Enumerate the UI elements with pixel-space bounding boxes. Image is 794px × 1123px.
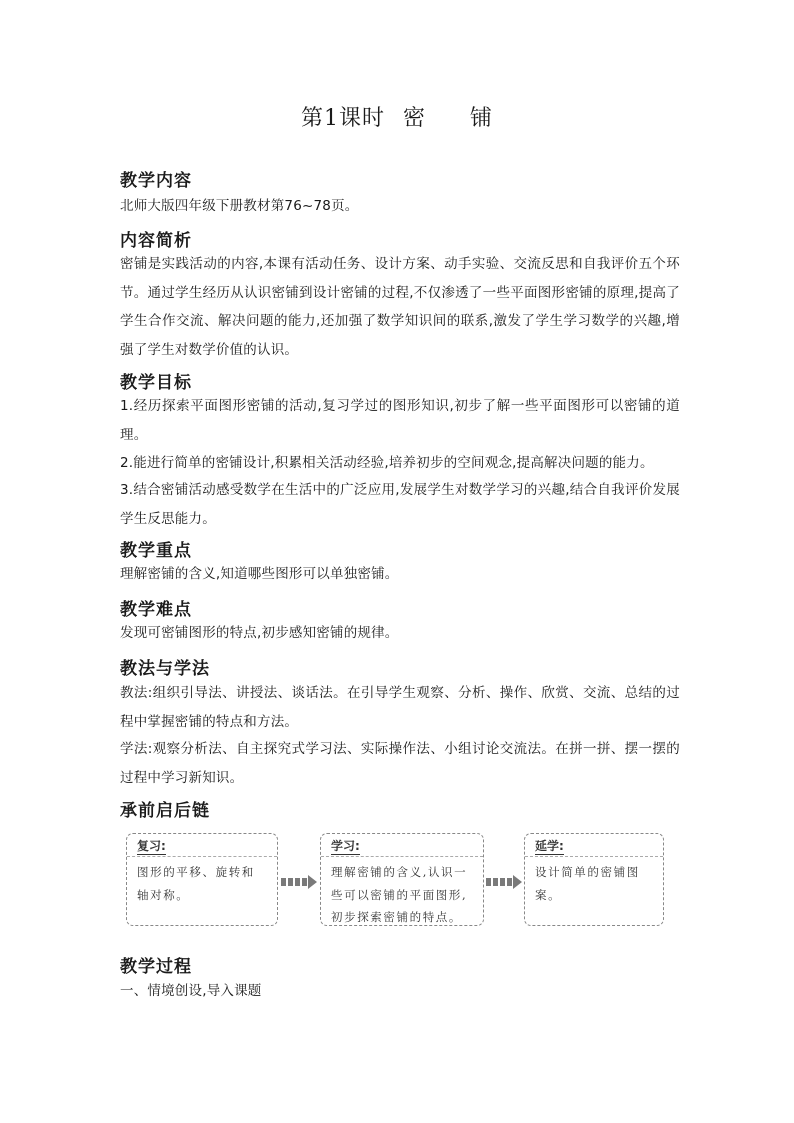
- page-title: [0, 101, 794, 132]
- chain-box-review: [126, 833, 278, 926]
- chain-box-extend: [524, 833, 664, 926]
- objective-item-2: 2.能进行简单的密铺设计,积累相关活动经验,培养初步的空间观念,提高解决问题的能力。: [120, 455, 654, 471]
- objective-item-3: 3.结合密铺活动感受数学在生活中的广泛应用,发展学生对数学学习的兴趣,结合自我评价发展学生反思能力。: [120, 482, 680, 527]
- heading-chain: 承前启后链: [120, 801, 210, 821]
- objective-item-1: 1.经历探索平面图形密铺的活动,复习学过的图形知识,初步了解一些平面图形可以密铺的道理。: [120, 398, 680, 443]
- arrow-right-icon: [486, 875, 522, 889]
- title-char-2: 铺: [470, 106, 494, 131]
- heading-methods: 教法与学法: [120, 659, 210, 679]
- title-char-1: 密: [402, 106, 426, 131]
- heading-objectives: 教学目标: [120, 373, 192, 393]
- heading-process: 教学过程: [120, 957, 192, 977]
- process-step-1: 一、情境创设,导入课题: [120, 983, 262, 999]
- learning-method-text: 学法:观察分析法、自主探究式学习法、实际操作法、小组讨论交流法。在拼一拼、摆一摆的过程中学习新知识。: [120, 741, 680, 786]
- heading-difficulties: 教学难点: [120, 600, 192, 620]
- title-lesson: 第1课时: [300, 106, 385, 131]
- teaching-method-text: 教法:组织引导法、讲授法、谈话法。在引导学生观察、分析、操作、欣赏、交流、总结的过程中掌握密铺的特点和方法。: [120, 685, 680, 730]
- chain-box-extend-head: 延学:: [535, 839, 564, 853]
- chain-box-review-body: 图形的平移、旋转和轴对称。: [137, 865, 255, 902]
- key-points-text: 理解密铺的含义,知道哪些图形可以单独密铺。: [120, 566, 399, 582]
- difficulties-text: 发现可密铺图形的特点,初步感知密铺的规律。: [120, 625, 399, 641]
- analysis-text: 密铺是实践活动的内容,本课有活动任务、设计方案、动手实验、交流反思和自我评价五个环节。通过学生经历从认识密铺到设计密铺的过程,不仅渗透了一些平面图形密铺的原理,提高了学生合作交流、解决问题的能力,还加强了数学知识间的联系,激发了学生学习数学的兴趣,增强了学生对数学价值的认识。: [120, 256, 680, 358]
- chain-box-extend-body: 设计简单的密铺图案。: [535, 865, 640, 902]
- arrow-right-icon: [281, 875, 317, 889]
- chain-box-review-head: 复习:: [137, 839, 166, 853]
- chain-box-learn-body: 理解密铺的含义,认识一些可以密铺的平面图形,初步探索密铺的特点。: [331, 865, 468, 924]
- heading-key-points: 教学重点: [120, 541, 192, 561]
- heading-analysis: 内容简析: [120, 231, 192, 251]
- content-text: 北师大版四年级下册教材第76~78页。: [120, 198, 359, 214]
- chain-box-learn: [320, 833, 484, 926]
- chain-box-learn-head: 学习:: [331, 839, 360, 853]
- heading-content: 教学内容: [120, 171, 192, 191]
